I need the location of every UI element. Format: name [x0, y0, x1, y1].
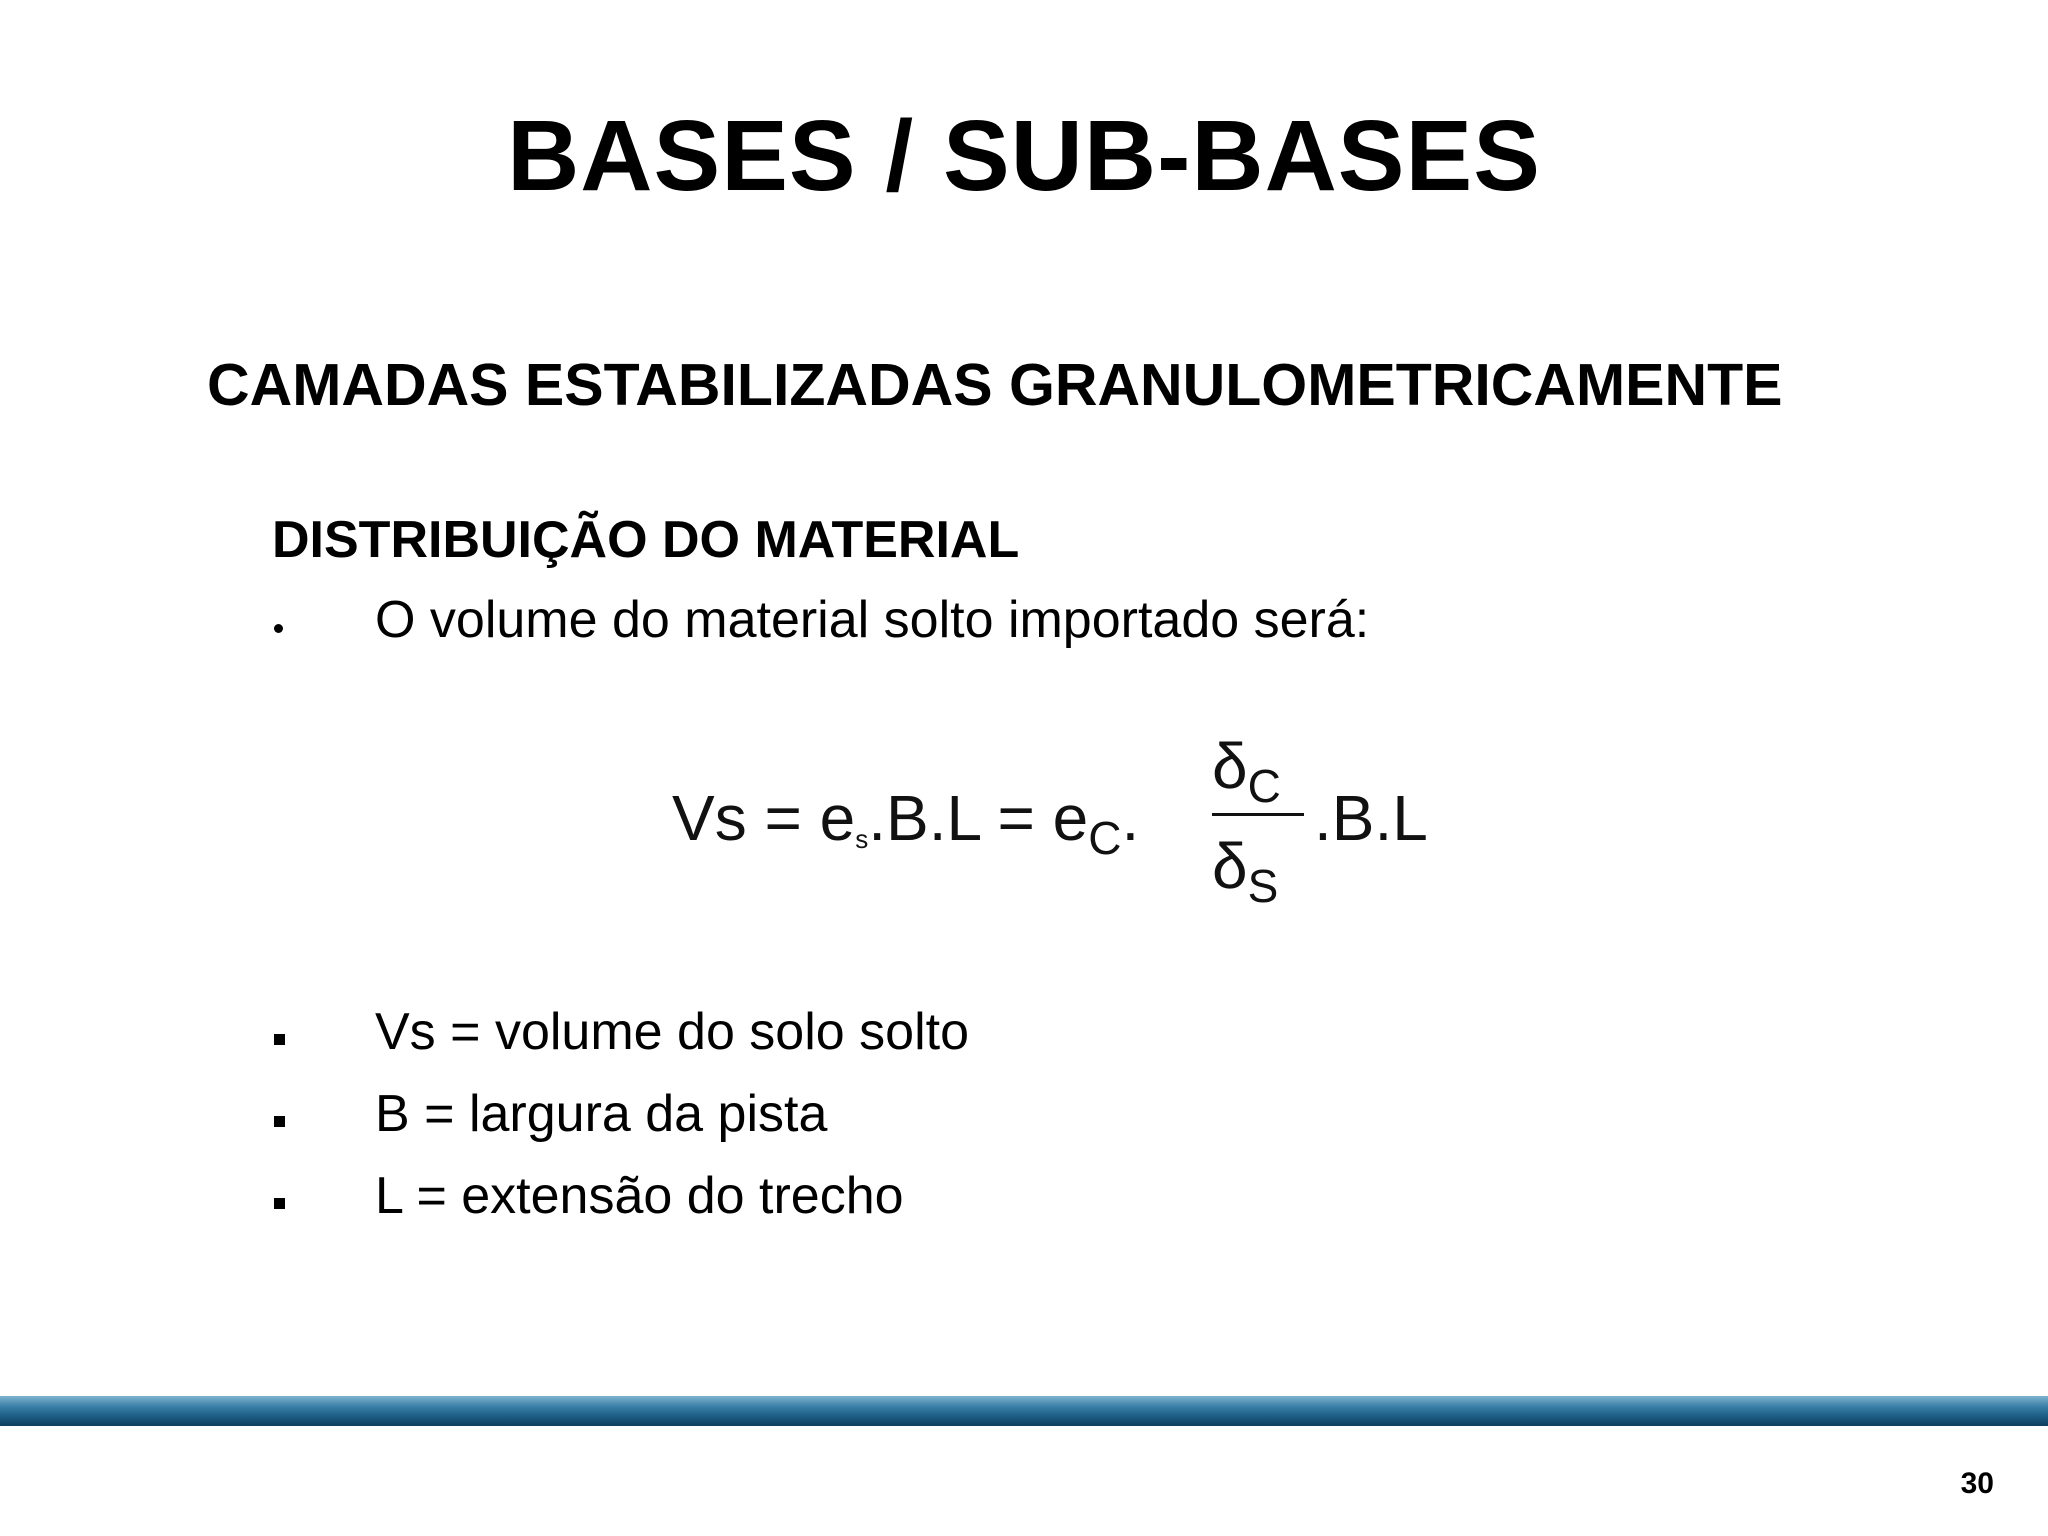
slide-title: BASES / SUB-BASES	[507, 100, 1541, 212]
definition-text: B = largura da pista	[375, 1085, 828, 1143]
square-bullet-icon	[274, 1198, 285, 1209]
formula-left: $Vs = es.B.L = e_C$.	[672, 782, 1140, 864]
slide-subtitle: CAMADAS ESTABILIZADAS GRANULOMETRICAMENTE	[207, 352, 1783, 418]
round-bullet-icon	[274, 624, 283, 633]
formula-right: .B.L	[1314, 782, 1428, 854]
footer-bar	[0, 1396, 2048, 1426]
square-bullet-icon	[274, 1116, 285, 1127]
definition-text: Vs = volume do solo solto	[375, 1003, 969, 1061]
definition-text: L = extensão do trecho	[375, 1167, 904, 1225]
page-number: 30	[1960, 1467, 1994, 1500]
fraction-line	[1212, 813, 1304, 816]
intro-bullet-text: O volume do material solto importado será:	[375, 591, 1370, 649]
formula-numerator: $\delta_C$	[1212, 730, 1281, 812]
square-bullet-icon	[274, 1034, 285, 1045]
formula-denominator: $\delta_S$	[1212, 830, 1279, 912]
section-heading: DISTRIBUIÇÃO DO MATERIAL	[272, 511, 1020, 569]
